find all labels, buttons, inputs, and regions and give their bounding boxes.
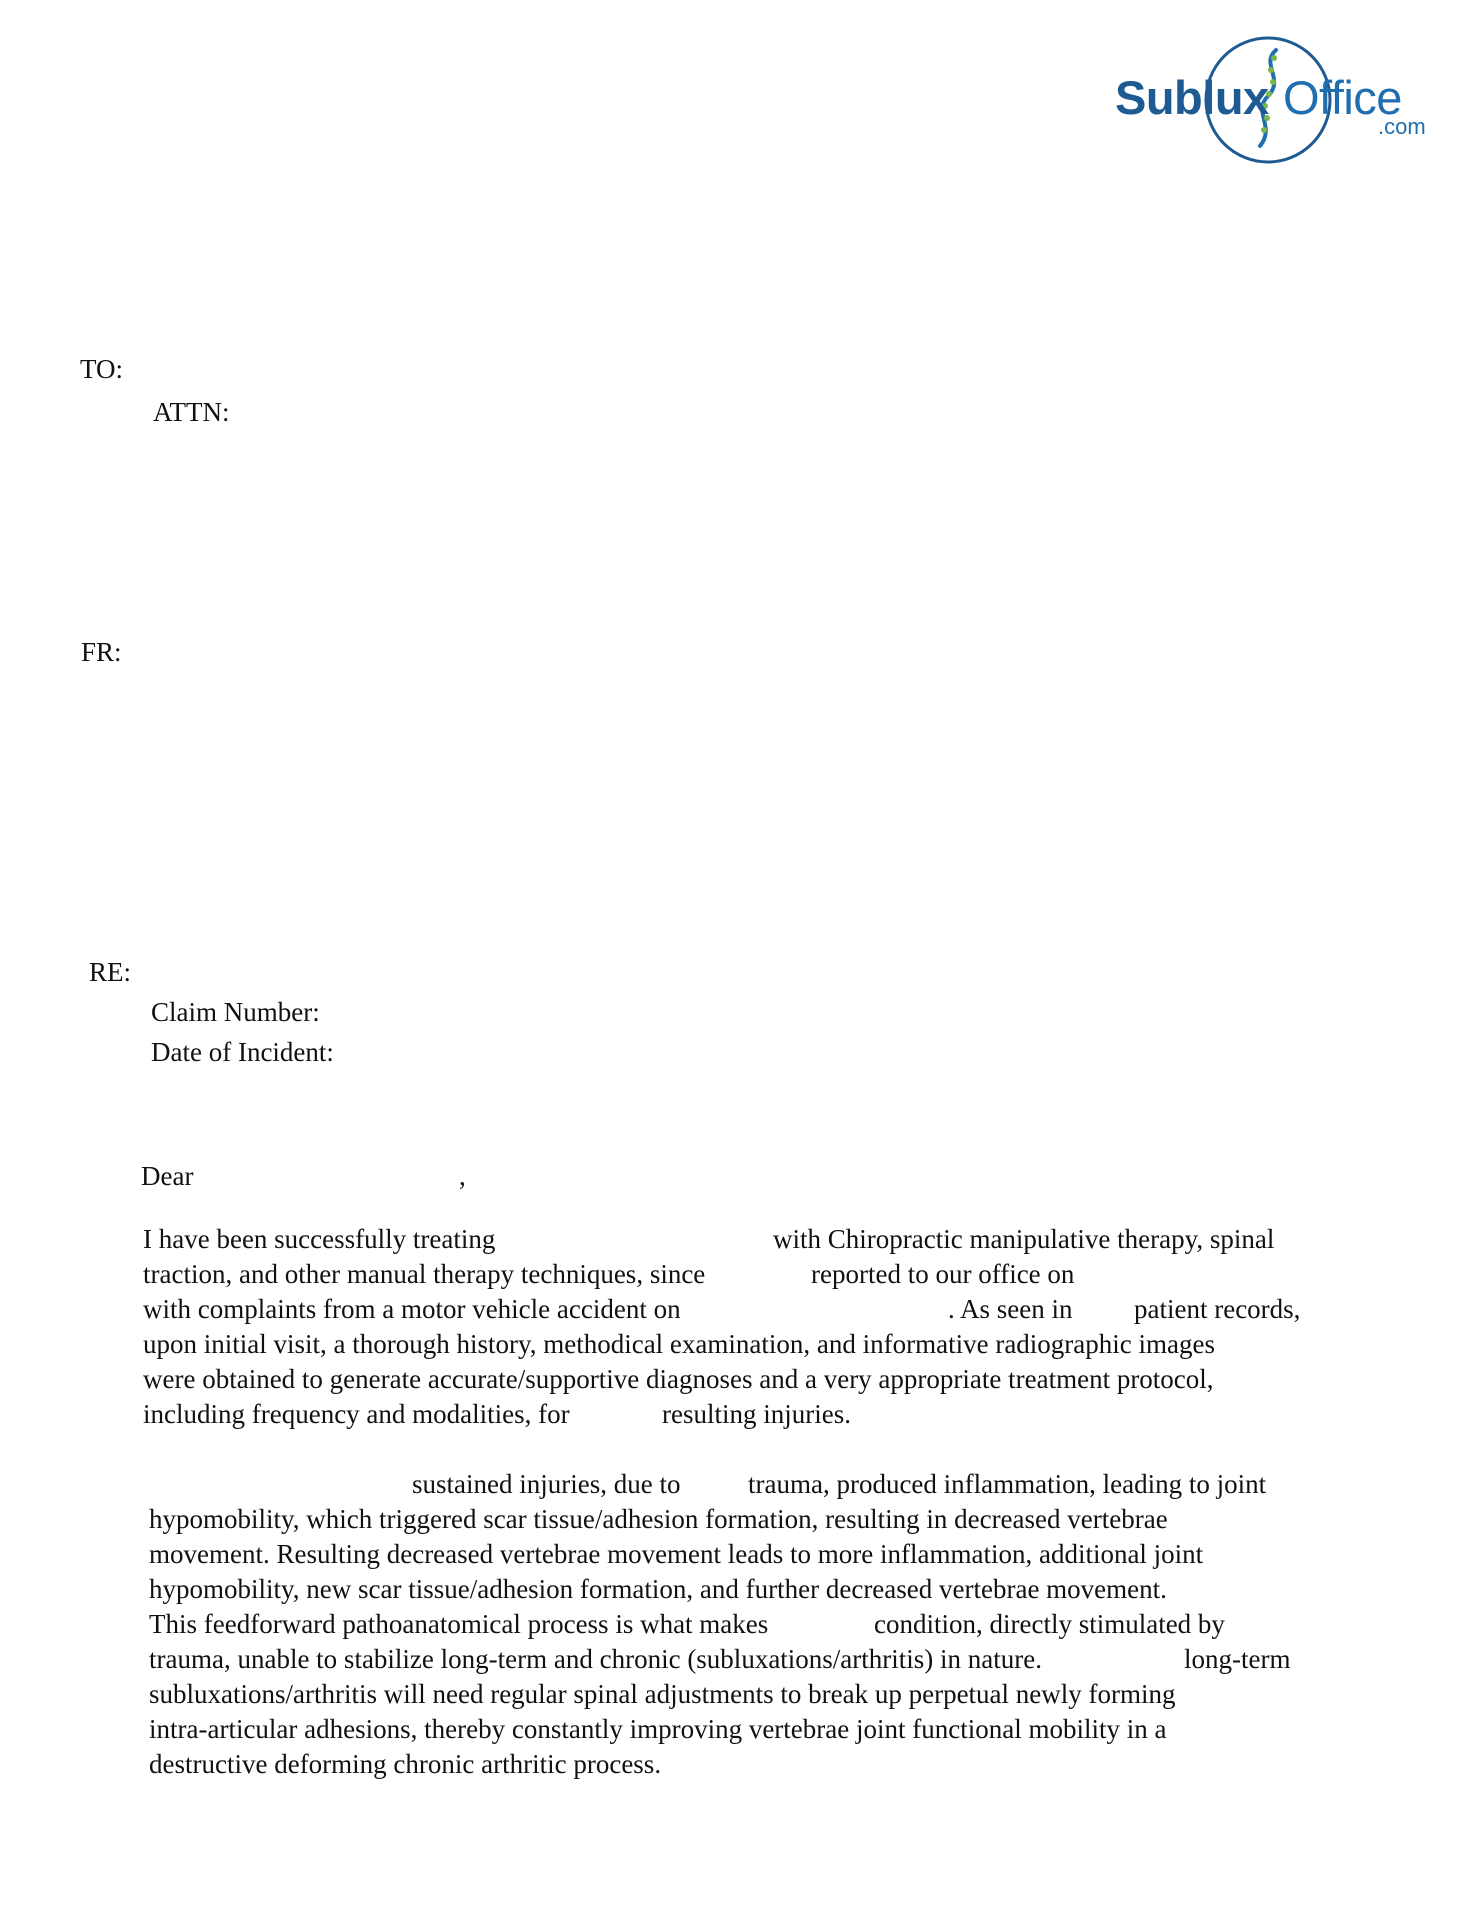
salutation-dear: Dear xyxy=(141,1161,194,1191)
p2-text: trauma, unable to stabilize long-term and chronic (subluxations/arthritis) in nature. xyxy=(149,1644,1042,1674)
p1-text: . As seen in xyxy=(948,1294,1073,1324)
salutation-comma: , xyxy=(459,1161,466,1191)
to-label: TO: xyxy=(80,354,124,384)
p1-text: patient records, xyxy=(1134,1294,1301,1324)
p2-text: movement. Resulting decreased vertebrae movement leads to more inflammation, additional joint xyxy=(149,1539,1204,1569)
p1-text: with Chiropractic manipulative therapy, spinal xyxy=(773,1224,1275,1254)
p1-text: were obtained to generate accurate/supportive diagnoses and a very appropriate treatment protocol, xyxy=(143,1364,1214,1394)
p2-text: condition, directly stimulated by xyxy=(874,1609,1225,1639)
p2-text: long-term xyxy=(1184,1644,1291,1674)
p2-text: destructive deforming chronic arthritic process. xyxy=(149,1749,662,1779)
from-label: FR: xyxy=(81,637,122,667)
logo-brand-right: Office xyxy=(1283,71,1402,124)
p2-text: hypomobility, new scar tissue/adhesion formation, and further decreased vertebrae movement. xyxy=(149,1574,1167,1604)
date-of-incident-label: Date of Incident: xyxy=(151,1037,334,1067)
p2-text: trauma, produced inflammation, leading to joint xyxy=(748,1469,1267,1499)
p1-text: reported to our office on xyxy=(811,1259,1075,1289)
p2-text: hypomobility, which triggered scar tissue/adhesion formation, resulting in decreased vertebrae xyxy=(149,1504,1168,1534)
p1-text: I have been successfully treating xyxy=(143,1224,496,1254)
p2-text: subluxations/arthritis will need regular spinal adjustments to break up perpetual newly forming xyxy=(149,1679,1176,1709)
p1-text: traction, and other manual therapy techniques, since xyxy=(143,1259,706,1289)
p2-text: intra-articular adhesions, thereby constantly improving vertebrae joint functional mobility in a xyxy=(149,1714,1167,1744)
attn-label: ATTN: xyxy=(153,397,230,427)
p2-text: sustained injuries, due to xyxy=(412,1469,681,1499)
p1-text: including frequency and modalities, for xyxy=(143,1399,570,1429)
sublux-office-logo xyxy=(1100,34,1430,166)
p1-text: with complaints from a motor vehicle accident on xyxy=(143,1294,681,1324)
p1-text: upon initial visit, a thorough history, methodical examination, and informative radiographic images xyxy=(143,1329,1215,1359)
p1-text: resulting injuries. xyxy=(662,1399,851,1429)
logo-brand-suffix: .com xyxy=(1378,114,1426,139)
claim-number-label: Claim Number: xyxy=(151,997,320,1027)
logo-brand-left: Sublux xyxy=(1115,71,1269,124)
re-label: RE: xyxy=(89,957,132,987)
p2-text: This feedforward pathoanatomical process is what makes xyxy=(149,1609,769,1639)
